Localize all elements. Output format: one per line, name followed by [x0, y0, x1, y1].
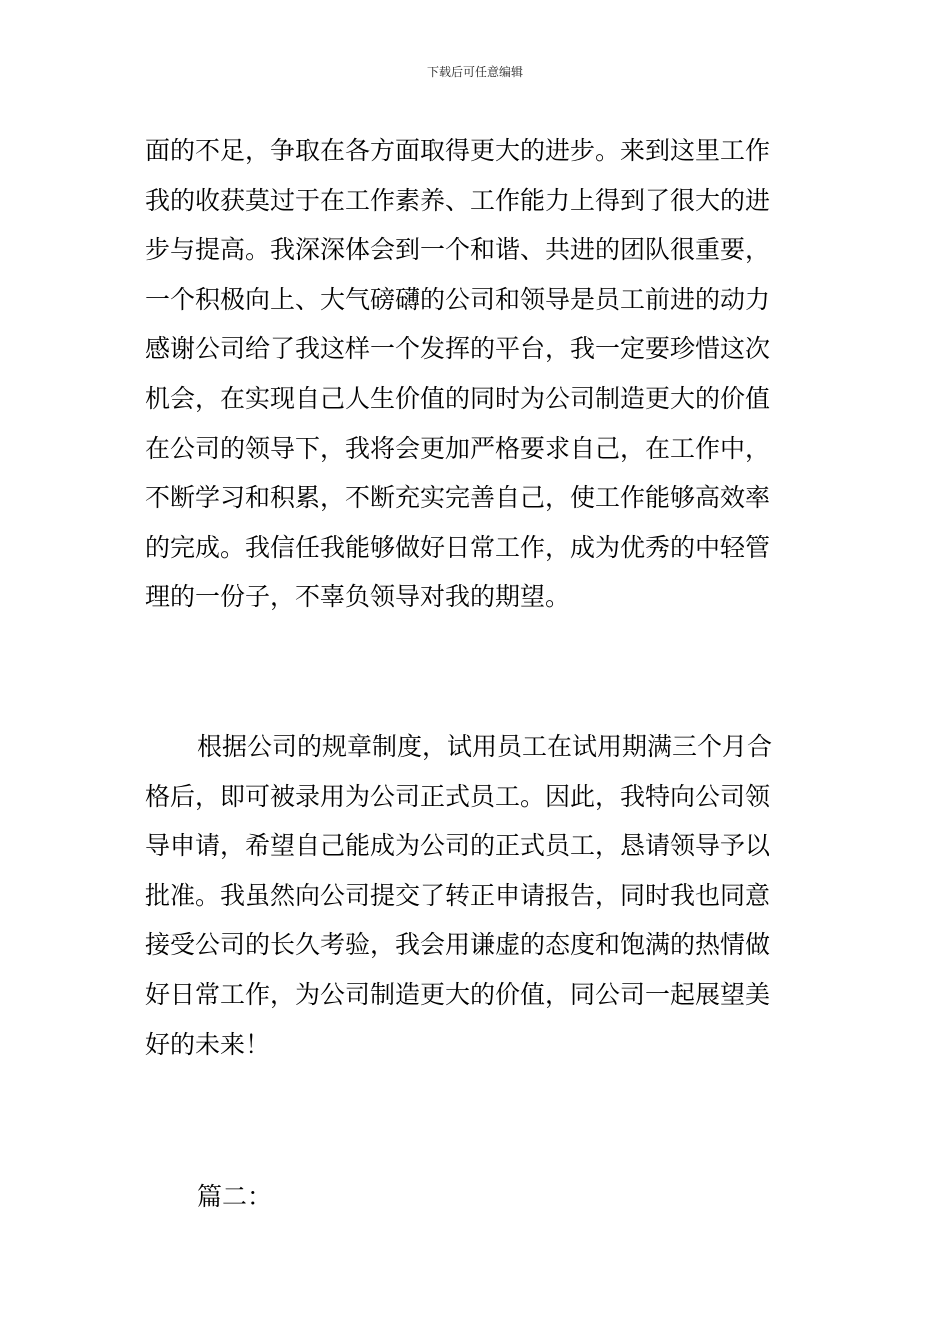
paragraph-line: 接受公司的长久考验，我会用谦虚的态度和饱满的热情做 — [145, 930, 771, 960]
paragraph-line: 机会，在实现自己人生价值的同时为公司制造更大的价值 — [145, 383, 771, 413]
paragraph-line: 导申请，希望自己能成为公司的正式员工，恳请领导予以 — [145, 831, 771, 861]
paragraph-2 — [145, 722, 825, 1069]
paragraph-line: 理的一份子，不辜负领导对我的期望。 — [145, 582, 571, 612]
paragraph-1 — [145, 126, 825, 622]
paragraph-line: 格后，即可被录用为公司正式员工。因此，我特向公司领 — [145, 781, 771, 811]
paragraph-line: 一个积极向上、大气磅礴的公司和领导是员工前进的动力 — [145, 284, 771, 314]
paragraph-line: 的完成。我信任我能够做好日常工作，成为优秀的中轻管 — [145, 532, 771, 562]
paragraph-line: 感谢公司给了我这样一个发挥的平台，我一定要珍惜这次 — [145, 334, 771, 364]
page-header: 下载后可任意编辑 — [426, 65, 523, 79]
section-heading: 篇二： — [197, 1182, 273, 1211]
paragraph-line: 步与提高。我深深体会到一个和谐、共进的团队很重要， — [145, 235, 771, 265]
paragraph-line: 根据公司的规章制度，试用员工在试用期满三个月合 — [197, 732, 773, 761]
paragraph-line: 好的未来！ — [145, 1029, 271, 1059]
paragraph-line: 好日常工作，为公司制造更大的价值，同公司一起展望美 — [145, 979, 771, 1009]
paragraph-line: 面的不足，争取在各方面取得更大的进步。来到这里工作 — [145, 136, 771, 165]
paragraph-line: 批准。我虽然向公司提交了转正申请报告，同时我也同意 — [145, 880, 771, 910]
paragraph-line: 不断学习和积累，不断充实完善自己，使工作能够高效率 — [145, 483, 771, 513]
paragraph-line: 我的收获莫过于在工作素养、工作能力上得到了很大的进 — [145, 185, 771, 215]
paragraph-line: 在公司的领导下，我将会更加严格要求自己，在工作中， — [145, 433, 771, 463]
